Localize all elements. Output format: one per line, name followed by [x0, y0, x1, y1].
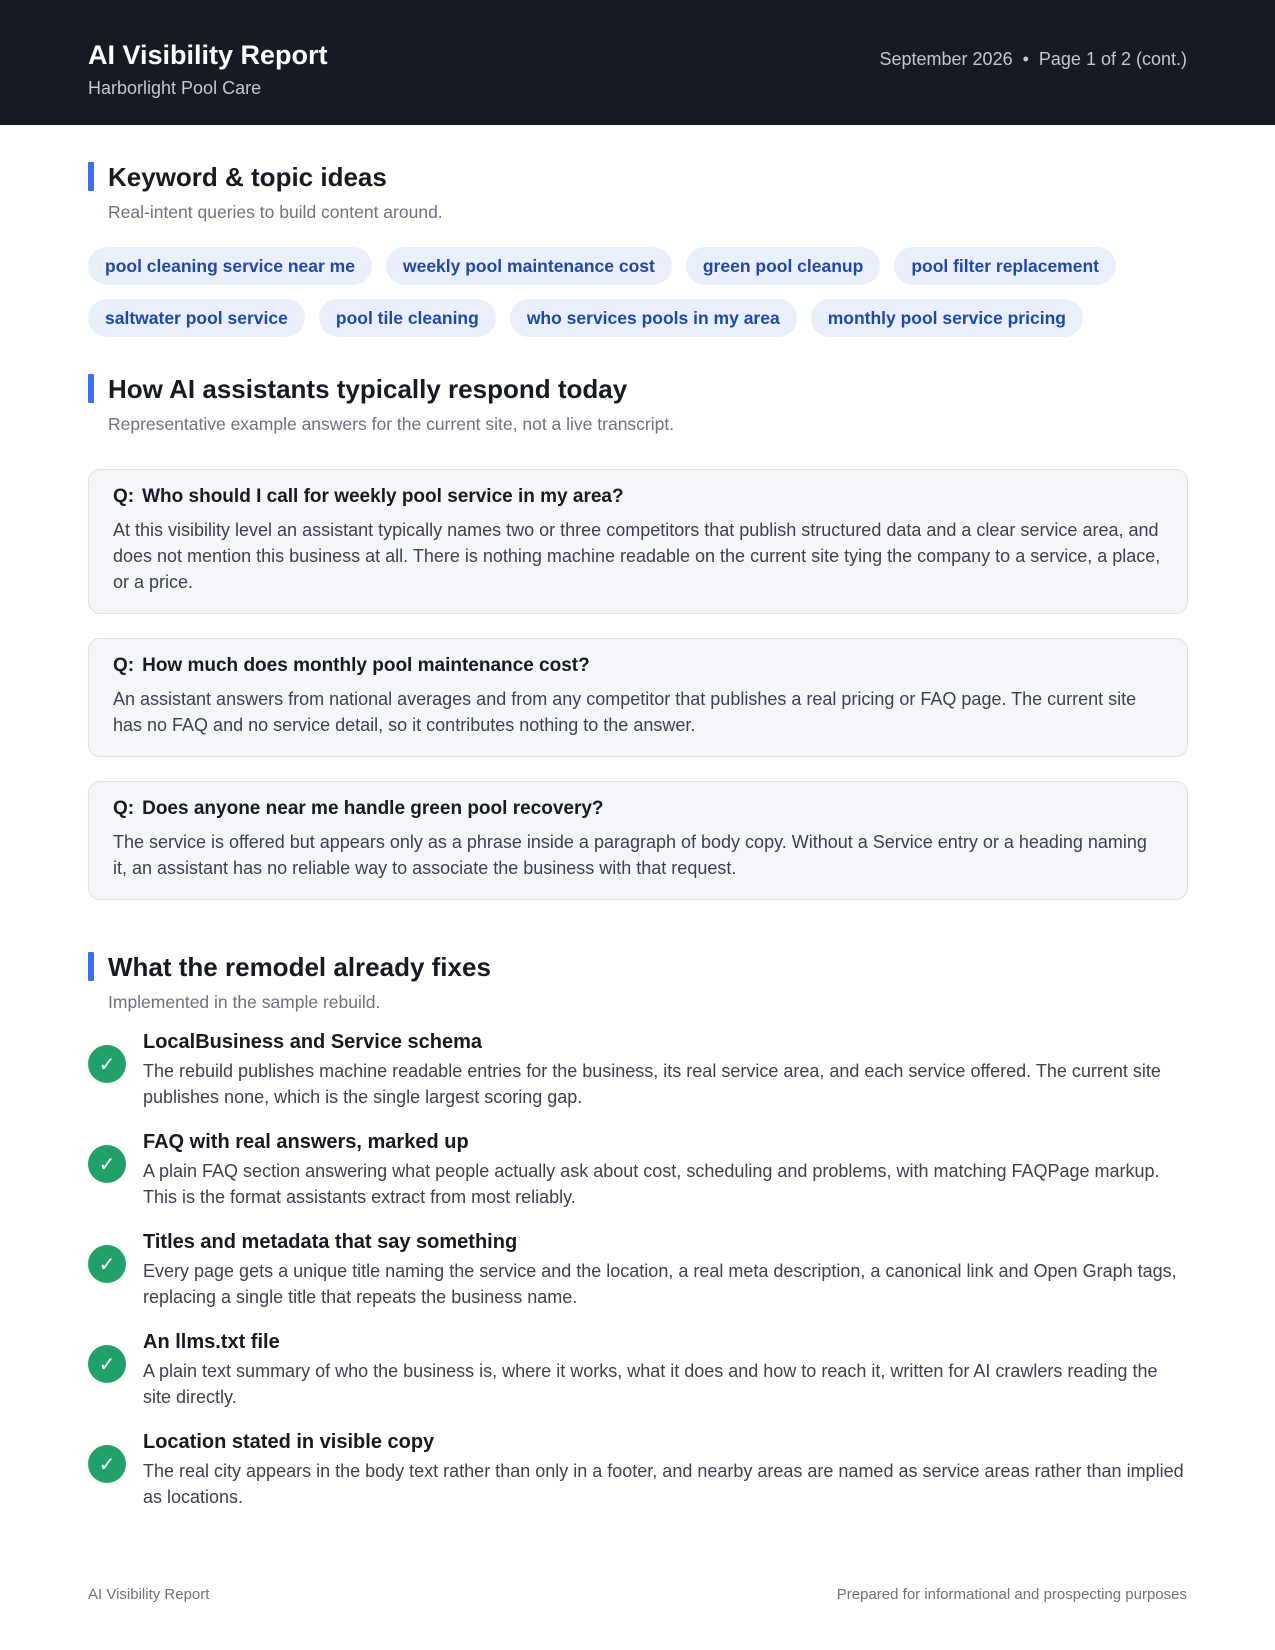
question-prefix: Q:	[113, 655, 135, 676]
report-date: September 2026	[879, 49, 1013, 69]
check-icon: ✓	[88, 1145, 126, 1183]
section-title: How AI assistants typically respond today	[108, 374, 628, 404]
question-text: Who should I call for weekly pool service in my area?	[142, 486, 624, 507]
fix-description: The rebuild publishes machine readable entries for the business, its real service area, and each service offered. The current site publishes none, which is the single largest scoring gap.	[143, 1061, 1161, 1107]
section-title: What the remodel already fixes	[108, 952, 491, 982]
qa-answer: An assistant answers from national averages and from any competitor that publishes a real pricing or FAQ page. The current site has no FAQ and no service detail, so it contributes nothing to the answer.	[113, 689, 1137, 735]
qa-answer: At this visibility level an assistant typically names two or three competitors that publish structured data and a clear service area, and does not mention this business at all. There is nothing machine readable on the current site tying the company to a service, a place, or a price.	[113, 520, 1161, 592]
keyword-chip: green pool cleanup	[686, 247, 880, 285]
responses-section	[88, 372, 1188, 924]
footer-right: Prepared for informational and prospecting purposes	[836, 1586, 1187, 1603]
report-meta	[880, 49, 1188, 70]
fix-item	[88, 1129, 1188, 1210]
check-icon: ✓	[88, 1245, 126, 1283]
fix-title: Titles and metadata that say something	[143, 1231, 518, 1253]
check-icon: ✓	[88, 1045, 126, 1083]
qa-card	[88, 638, 1188, 757]
fix-title: Location stated in visible copy	[143, 1431, 435, 1453]
fix-item	[88, 1329, 1188, 1410]
fix-item	[88, 1029, 1188, 1110]
keyword-chip: saltwater pool service	[88, 299, 305, 337]
page-indicator: Page 1 of 2 (cont.)	[1038, 49, 1187, 69]
fix-list	[88, 1029, 1188, 1510]
qa-question	[113, 796, 1163, 822]
fix-title: FAQ with real answers, marked up	[143, 1131, 469, 1153]
section-subtitle: Implemented in the sample rebuild.	[108, 992, 381, 1012]
question-prefix: Q:	[113, 486, 135, 507]
fix-title: An llms.txt file	[143, 1331, 280, 1353]
qa-question	[113, 653, 1163, 679]
keywords-section	[88, 160, 1188, 337]
question-prefix: Q:	[113, 798, 135, 819]
fixes-section	[88, 950, 1188, 1529]
fix-title: LocalBusiness and Service schema	[143, 1031, 483, 1053]
keyword-chip: pool filter replacement	[894, 247, 1116, 285]
question-text: How much does monthly pool maintenance cost?	[142, 655, 590, 676]
report-title: AI Visibility Report	[88, 40, 328, 70]
section-subtitle: Representative example answers for the current site, not a live transcript.	[108, 414, 675, 434]
responses-heading	[88, 372, 1188, 435]
fix-description: The real city appears in the body text rather than only in a footer, and nearby areas are named as service areas rather than implied as locations.	[143, 1461, 1184, 1507]
keyword-chip: pool cleaning service near me	[88, 247, 372, 285]
footer-left: AI Visibility Report	[88, 1586, 210, 1603]
question-text: Does anyone near me handle green pool recovery?	[142, 798, 604, 819]
keyword-chip: monthly pool service pricing	[811, 299, 1083, 337]
fix-description: Every page gets a unique title naming the service and the location, a real meta description, a canonical link and Open Graph tags, replacing a single title that repeats the business name.	[143, 1261, 1177, 1307]
meta-separator: •	[1022, 49, 1029, 69]
qa-answer: The service is offered but appears only as a phrase inside a paragraph of body copy. Without a Service entry or a heading naming it, an assistant has no reliable way to associate the business with that request.	[113, 832, 1147, 878]
keyword-chip: pool tile cleaning	[319, 299, 496, 337]
keyword-chip: who services pools in my area	[510, 299, 797, 337]
report-header	[0, 0, 1275, 125]
fix-item	[88, 1229, 1188, 1310]
qa-list	[88, 469, 1188, 900]
business-name: Harborlight Pool Care	[88, 78, 262, 98]
fixes-heading	[88, 950, 1188, 1013]
section-title: Keyword & topic ideas	[108, 162, 387, 192]
keywords-heading	[88, 160, 1188, 223]
check-icon: ✓	[88, 1445, 126, 1483]
check-icon: ✓	[88, 1345, 126, 1383]
keyword-chip-list	[88, 247, 1188, 337]
qa-question	[113, 484, 1163, 510]
fix-item	[88, 1429, 1188, 1510]
fix-description: A plain FAQ section answering what people actually ask about cost, scheduling and problems, with matching FAQPage markup. This is the format assistants extract from most reliably.	[143, 1161, 1160, 1207]
keyword-chip: weekly pool maintenance cost	[386, 247, 672, 285]
qa-card	[88, 781, 1188, 900]
qa-card	[88, 469, 1188, 614]
section-subtitle: Real-intent queries to build content around.	[108, 202, 443, 222]
fix-description: A plain text summary of who the business is, where it works, what it does and how to reach it, written for AI crawlers reading the site directly.	[143, 1361, 1158, 1407]
